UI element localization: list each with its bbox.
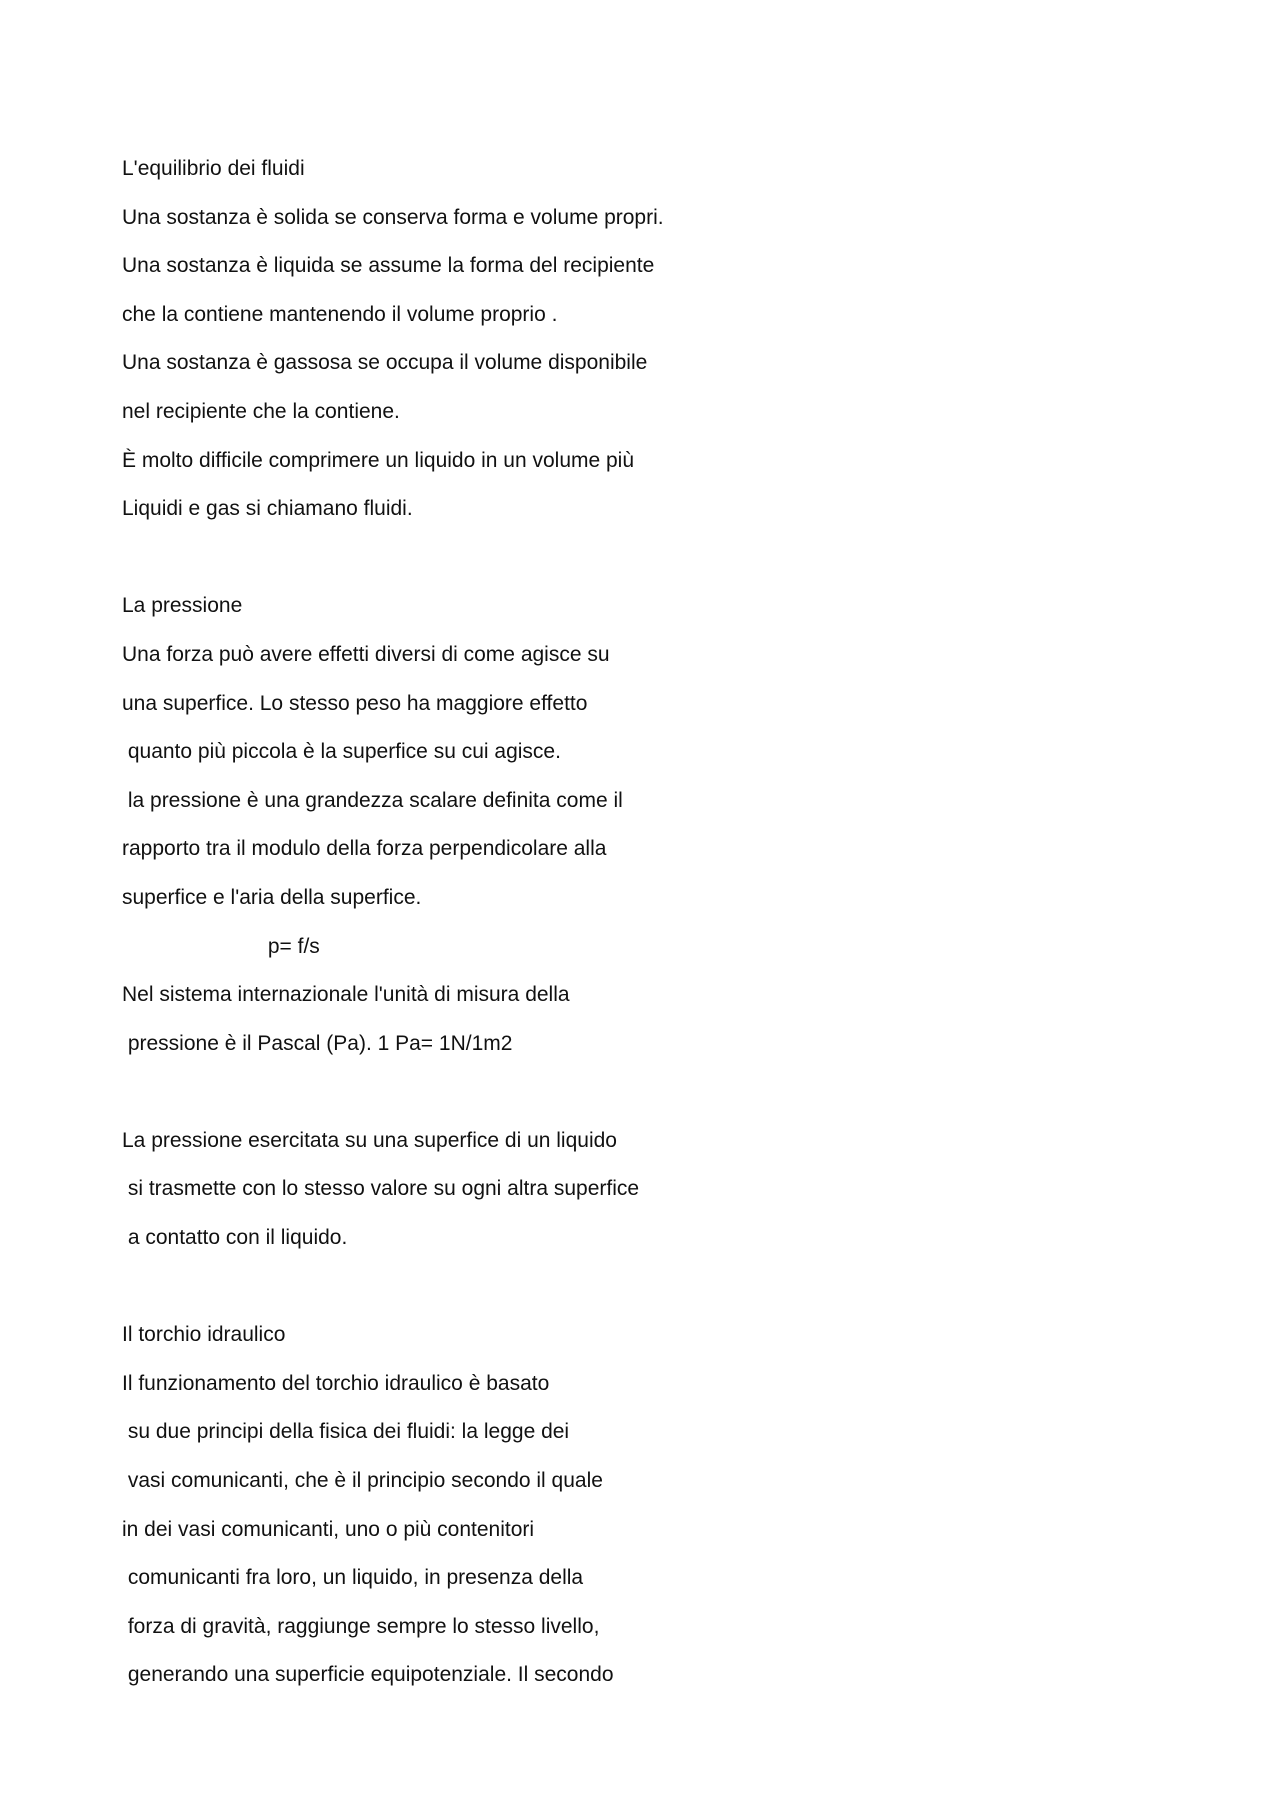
- text-line: Il funzionamento del torchio idraulico è basato: [122, 1371, 550, 1395]
- heading-pressione: La pressione: [122, 594, 243, 618]
- text-line: si trasmette con lo stesso valore su ogni altra superfice: [122, 1177, 640, 1201]
- text-line: nel recipiente che la contiene.: [122, 399, 400, 423]
- blank-line: [122, 1075, 1162, 1124]
- text-line: Nel sistema internazionale l'unità di misura della: [122, 983, 570, 1007]
- text-line: La pressione esercitata su una superfice di un liquido: [122, 1128, 617, 1152]
- text-line: su due principi della fisica dei fluidi: la legge dei: [122, 1420, 570, 1444]
- text-line: comunicanti fra loro, un liquido, in presenza della: [122, 1566, 584, 1590]
- heading-torchio-idraulico: Il torchio idraulico: [122, 1323, 286, 1347]
- text-line: Una sostanza è liquida se assume la forma del recipiente: [122, 254, 655, 278]
- heading-equilibrio-fluidi: L'equilibrio dei fluidi: [122, 157, 305, 180]
- text-line: Una forza può avere effetti diversi di come agisce su: [122, 642, 610, 666]
- text-line: forza di gravità, raggiunge sempre lo stesso livello,: [122, 1614, 600, 1638]
- document-body: [122, 152, 1162, 1707]
- text-line: vasi comunicanti, che è il principio secondo il quale: [122, 1469, 603, 1493]
- text-line: Una sostanza è solida se conserva forma e volume propri.: [122, 205, 664, 229]
- text-line: la pressione è una grandezza scalare definita come il: [122, 788, 623, 812]
- blank-line: [122, 541, 1162, 590]
- text-line: Liquidi e gas si chiamano fluidi.: [122, 497, 413, 521]
- formula-line: p= f/s: [122, 934, 320, 958]
- text-line: che la contiene mantenendo il volume proprio .: [122, 302, 558, 326]
- text-line: a contatto con il liquido.: [122, 1226, 348, 1250]
- text-line: quanto più piccola è la superfice su cui agisce.: [122, 740, 561, 764]
- text-line: una superfice. Lo stesso peso ha maggiore effetto: [122, 691, 588, 715]
- text-line: rapporto tra il modulo della forza perpendicolare alla: [122, 837, 607, 861]
- text-line: Una sostanza è gassosa se occupa il volume disponibile: [122, 351, 648, 375]
- text-line: superfice e l'aria della superfice.: [122, 885, 422, 909]
- text-line: generando una superficie equipotenziale. Il secondo: [122, 1663, 614, 1687]
- text-line: pressione è il Pascal (Pa). 1 Pa= 1N/1m2: [122, 1031, 513, 1055]
- text-line: È molto difficile comprimere un liquido in un volume più: [122, 448, 635, 472]
- blank-line: [122, 1270, 1162, 1319]
- text-line: in dei vasi comunicanti, uno o più contenitori: [122, 1517, 535, 1541]
